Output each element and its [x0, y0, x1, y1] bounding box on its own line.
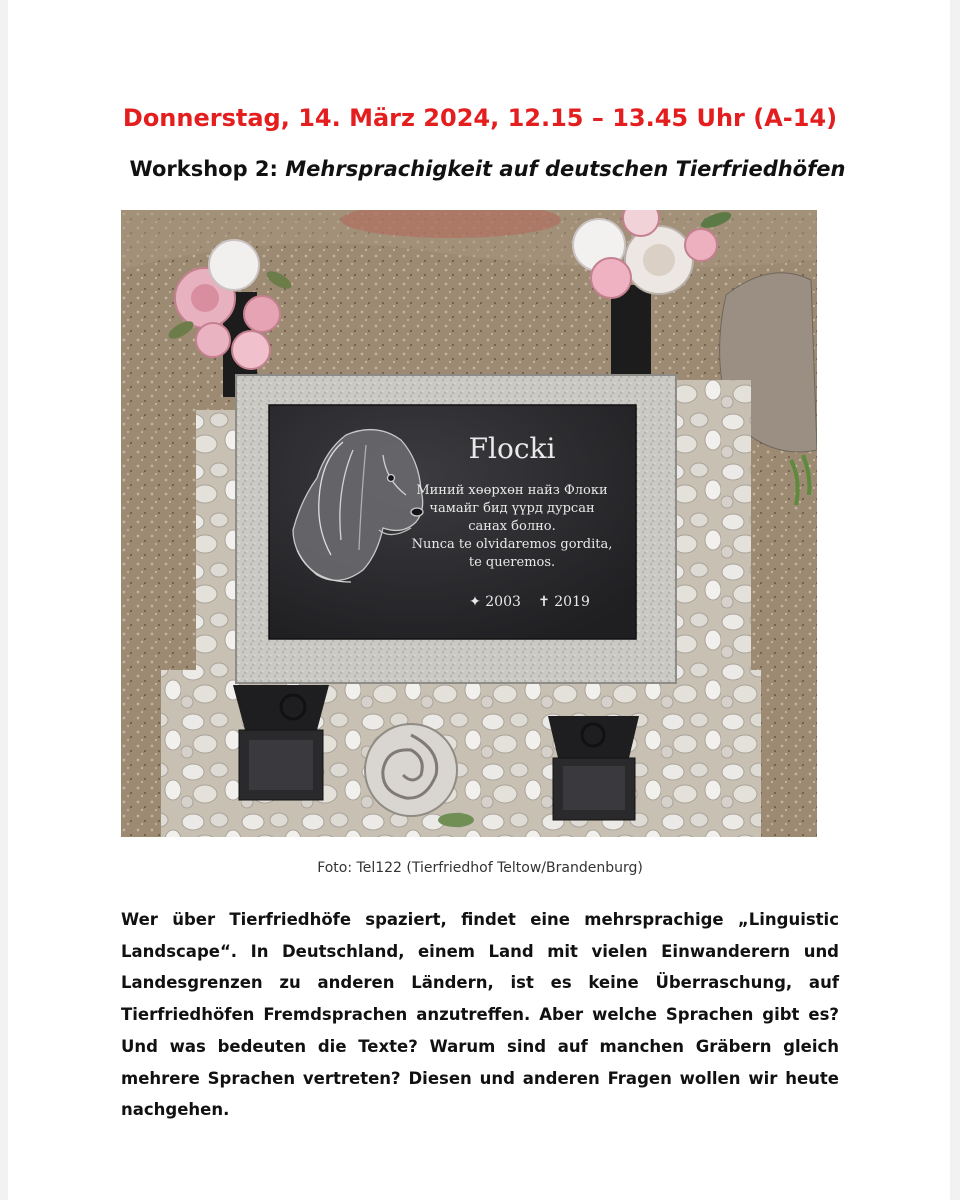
- gravestone-photo: [121, 210, 817, 837]
- left-lantern: [233, 685, 329, 800]
- body-paragraph: Wer über Tierfriedhöfe spaziert, findet eine mehrsprachige „Linguistic Landscape“. In Deutschland, einem Land mit vielen Einwanderern und Landesgrenzen zu anderen Ländern, ist es keine Überraschung, auf Tierfriedhöfen Fremdsprachen anzutreffen. Aber welche Sprachen gibt es? Und was bedeuten die Texte? Warum sind auf manchen Gräbern gleich mehrere Sprachen vertreten? Diesen und anderen Fragen wollen wir heute nachgehen.: [121, 910, 839, 1120]
- inscription-line-5: te queremos.: [468, 555, 556, 570]
- date-heading: Donnerstag, 14. März 2024, 12.15 – 13.45 Uhr (A-14): [122, 104, 838, 132]
- inscription-line-1: Миний хөөрхөн найз Флоки: [416, 483, 608, 498]
- pet-name: Flocki: [468, 432, 556, 465]
- workshop-label: Workshop 2:: [129, 157, 278, 181]
- inscription-line-3: санах болно.: [468, 519, 556, 534]
- photo-caption: Foto: Tel122 (Tierfriedhof Teltow/Brandenburg): [317, 860, 643, 876]
- right-vase: [611, 285, 651, 380]
- birth-year: ✦ 2003: [469, 594, 521, 610]
- death-year: ✝ 2019: [538, 594, 590, 610]
- right-lantern: [548, 716, 639, 820]
- inscription-line-2: чамайг бид үүрд дурсан: [429, 501, 595, 516]
- workshop-title: [0, 157, 960, 181]
- workshop-topic: Mehrsprachigkeit auf deutschen Tierfriedhöfen: [285, 157, 846, 181]
- inscription-line-4: Nunca te olvidaremos gordita,: [411, 537, 613, 552]
